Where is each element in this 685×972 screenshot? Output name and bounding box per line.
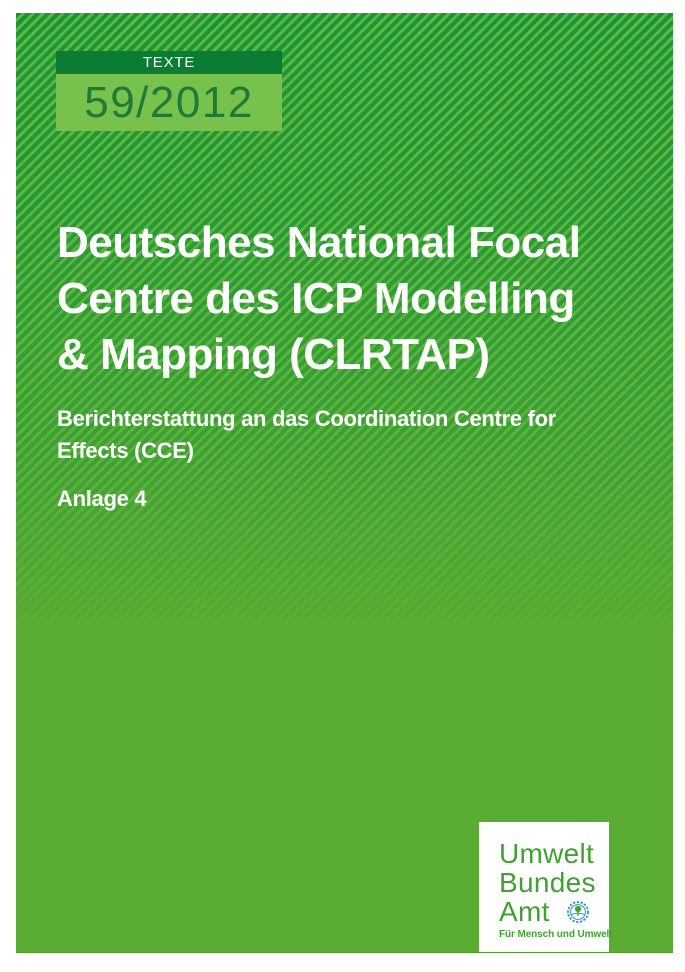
series-label: TEXTE [56,51,282,74]
publisher-logo [479,822,613,952]
annex-label: Anlage 4 [57,486,147,511]
logo-wordmark-line-2: Bundes [499,867,596,898]
subtitle-line-2: Effects (CCE) [57,438,194,463]
report-title [57,215,580,383]
title-line-1: Deutsches National Focal [57,218,581,267]
title-line-2: Centre des ICP Modelling [57,274,575,323]
cover-background [16,13,673,953]
issue-number: 59/2012 [56,74,282,131]
title-line-3: & Mapping (CLRTAP) [57,330,490,379]
logo-tagline: Für Mensch und Umwelt [499,929,613,940]
logo-wordmark-line-3: Amt [499,896,550,927]
logo-wordmark-row-amt [499,897,609,926]
report-subtitle [57,403,556,467]
series-badge [56,51,282,131]
subtitle-line-1: Berichterstattung an das Coordination Centre for [57,406,556,431]
uba-globe-icon [566,900,590,924]
logo-wordmark-line-1: Umwelt [499,838,595,869]
